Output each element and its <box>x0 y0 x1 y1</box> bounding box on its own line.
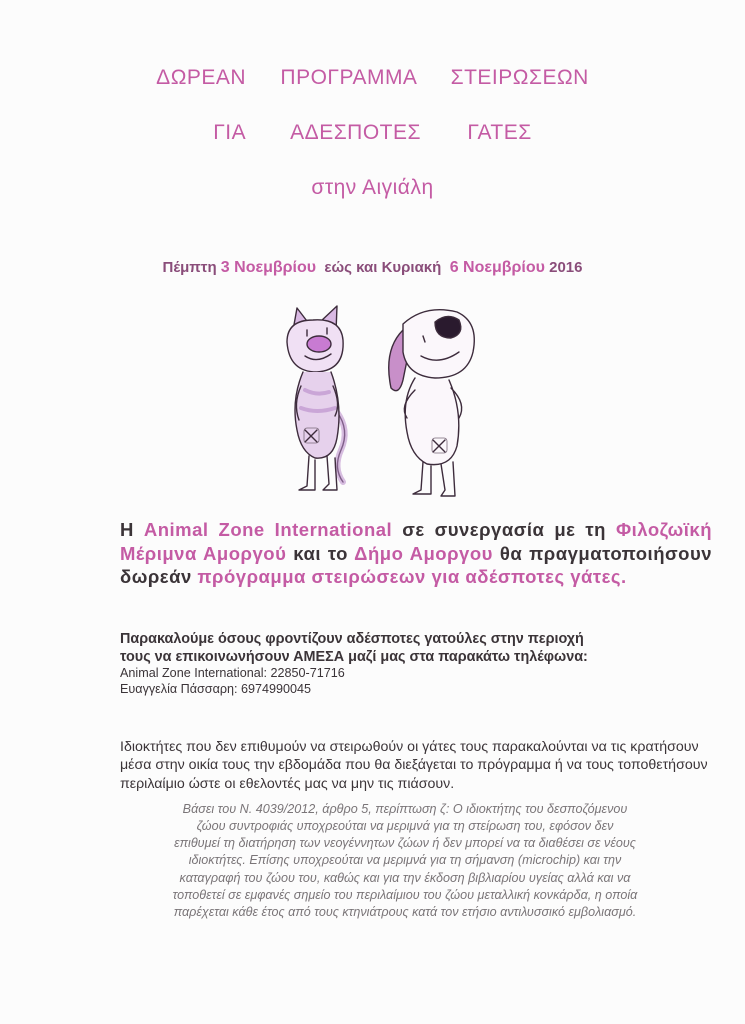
dog-figure <box>389 310 475 496</box>
org-filozoiki: Φιλοζωϊκή Μέριμνα Αμοργού <box>120 519 713 564</box>
title-line-2: ΓΙΑ ΑΔΕΣΠΟΤΕΣ ΓΑΤΕΣ <box>213 121 532 144</box>
law-notice <box>120 801 690 921</box>
until-label: εώς και <box>324 259 378 276</box>
year: 2016 <box>549 259 583 276</box>
program-name: πρόγραμμα στειρώσεων για αδέσποτες γάτες. <box>197 566 627 588</box>
intro-word: Η <box>120 519 134 540</box>
intro-paragraph <box>120 518 712 589</box>
law-line: επιθυμεί τη διατήρηση των νεογέννητων ζώων ή δεν μπορεί να τα διαθέσει σε νέους <box>174 836 636 851</box>
start-day: Πέμπτη <box>162 259 217 276</box>
end-date: 6 Νοεμβρίου <box>449 259 545 276</box>
law-line: παρέχεται κάθε έτος από τους κτηνιάτρους κατά τον ετήσιο αντιλυσσικό εμβολιασμό. <box>173 904 637 919</box>
intro-text: θα πραγματοποιήσουν δωρεάν <box>120 542 713 588</box>
org-animal-zone: Animal Zone International <box>143 519 393 540</box>
title-location: στην Αιγιάλη <box>311 176 434 199</box>
law-line: Βάσει του Ν. 4039/2012, άρθρο 5, περίπτωση ζ: Ο ιδιοκτήτης του δεσποζόμενου <box>182 802 628 816</box>
cat-figure <box>287 306 345 490</box>
law-line: καταγραφή του ζώου του, καθώς και για την έκδοση βιβλιαρίου υγείας αλλά και να <box>179 870 631 885</box>
intro-text: και το <box>293 542 348 564</box>
title-line-1: ΔΩΡΕΑΝ ΠΡΟΓΡΑΜΜΑ ΣΤΕΙΡΩΣΕΩΝ <box>156 66 589 89</box>
phone-passari: Ευαγγελία Πάσσαρη: 6974990045 <box>120 681 312 696</box>
end-day: Κυριακή <box>381 259 442 276</box>
contact-request-line-1: Παρακαλούμε όσους φροντίζουν αδέσποτες γατούλες στην περιοχή <box>120 631 584 647</box>
phone-animal-zone: Animal Zone International: 22850-71716 <box>120 666 345 681</box>
date-range <box>0 259 745 277</box>
owners-notice: Ιδιοκτήτες που δεν επιθυμούν να στειρωθούν οι γάτες τους παρακαλούνται να τις κρατήσουν μέσα στην οικία τους την εβδομάδα που θα διεξάγεται το πρόγραμμα ή να τους τοποθετήσουν περιλαίμιο ώστε οι εθελοντές μας να μην τις πιάσουν. <box>120 739 708 792</box>
intro-text: σε συνεργασία με τη <box>402 519 606 540</box>
law-line: ιδιοκτήτες. Επίσης υποχρεούται να μεριμνά για τη σήμανση (microchip) και την <box>188 853 622 868</box>
contact-request-line-2: τους να επικοινωνήσουν ΑΜΕΣΑ μαζί μας στα παρακάτω τηλέφωνα: <box>120 648 588 665</box>
org-municipality: Δήμο Αμοργου <box>354 542 493 564</box>
contact-section <box>120 631 720 698</box>
law-line: τοποθετεί σε εμφανές σημείο του περιλαίμιου του ζώου μεταλλική κονκάρδα, η οποία <box>172 887 638 902</box>
start-date: 3 Νοεμβρίου <box>220 259 317 276</box>
cat-dog-illustration <box>275 300 485 505</box>
law-line: ζώου συντροφιάς υποχρεούται να μεριμνά για τη στείρωση του, εφόσον δεν <box>196 819 614 834</box>
